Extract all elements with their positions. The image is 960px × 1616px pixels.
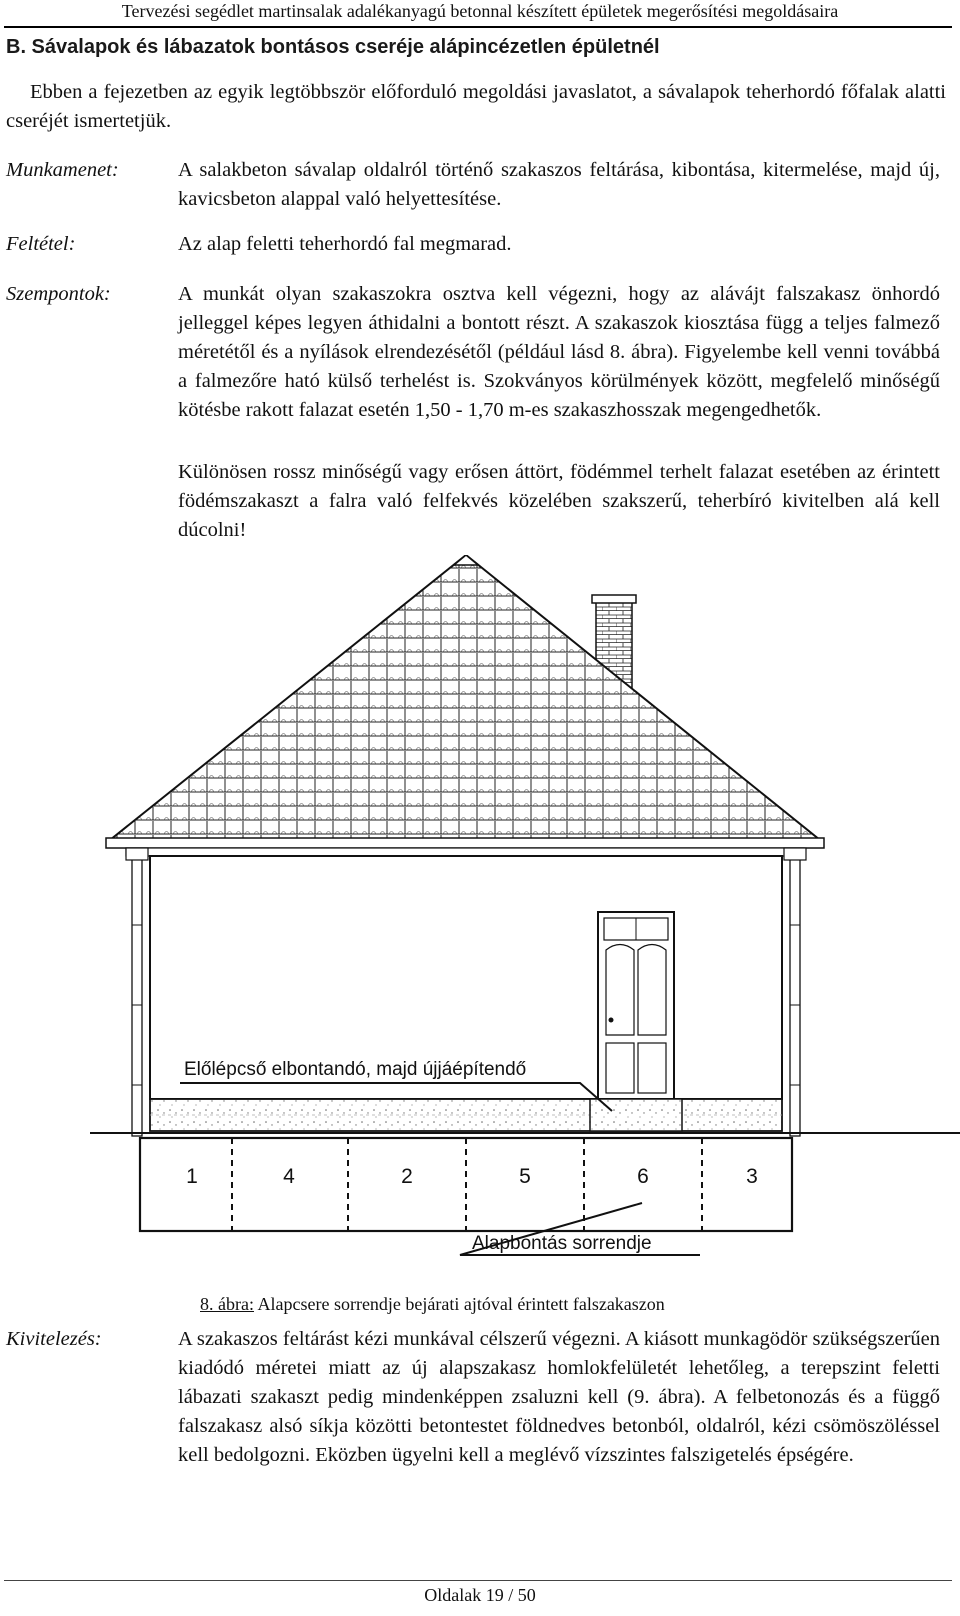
term-feltetel: Feltétel:	[6, 233, 76, 255]
section-title: B. Sávalapok és lábazatok bontásos cseréje alápincézetlen épületnél	[6, 36, 660, 58]
def-szempontok-2: Különösen rossz minőségű vagy erősen áttört, födémmel terhelt falazat esetében az érintett födémszakaszt a falra való felfekvés közelében szakszerű, teherbíró kivitelben alá kell dúcolni!	[178, 461, 940, 541]
header-rule	[4, 26, 952, 28]
def-kivitelezes: A szakaszos feltárást kézi munkával célszerű végezni. A kiásott munkagödör szükségszerűen kiadódó méretei miatt az új alapszakasz homlokfelületét lehetőleg, a terepszint feletti lábazati szakaszt pedig mindenképpen zsaluzni kell (9. ábra). A felbetonozás és a függő falszakasz alsó síkja közötti betontestet földnedves betonból, oldalról, kézi csömöszöléssel kell bedolgozni. Eközben ügyelni kell a meglévő vízszintes falszigetelés épségére.	[178, 1328, 940, 1466]
segment-number: 3	[746, 1165, 758, 1188]
segment-number: 1	[186, 1165, 198, 1188]
footer-rule	[4, 1580, 952, 1581]
term-szempontok: Szempontok:	[6, 283, 111, 305]
term-kivitelezes: Kivitelezés:	[6, 1328, 102, 1350]
segment-number: 4	[283, 1165, 295, 1188]
step-label: Előlépcső elbontandó, majd újjáépítendő	[184, 1059, 527, 1080]
segment-number: 2	[401, 1165, 413, 1188]
def-feltetel: Az alap feletti teherhordó fal megmarad.	[178, 233, 512, 255]
segment-number: 5	[519, 1165, 531, 1188]
term-munkamenet: Munkamenet:	[6, 159, 119, 181]
figure-caption	[200, 1293, 665, 1315]
running-header: Tervezési segédlet martinsalak adalékanyagú betonnal készített épületek megerősítési megoldásaira	[121, 1, 839, 21]
downpipe-right	[790, 856, 800, 1136]
segment-number: 6	[637, 1165, 649, 1188]
plinth	[150, 1099, 782, 1131]
page-number: Oldalak 19 / 50	[424, 1585, 536, 1605]
downpipe-left	[132, 856, 142, 1136]
figure-caption-text: Alapcsere sorrendje bejárati ajtóval érintett falszakaszon	[253, 1294, 665, 1314]
def-szempontok-1: A munkát olyan szakaszokra osztva kell végezni, hogy az alávájt falszakasz önhordó jelleggel képes legyen áthidalni a bontott részt. A szakaszok kiosztása függ a teljes falmező méretétől és a nyílások elrendezésétől (például lásd 8. ábra). Figyelembe kell venni továbbá a falmezőre ható külső terhelést is. Szokványos körülmények között, megfelelő minőségű kötésbe rakott falazat esetén 1,50 - 1,70 m-es szakaszhosszak megengedhetők.	[178, 283, 940, 421]
roof	[110, 555, 820, 840]
house-elevation-drawing	[0, 555, 960, 1275]
order-label: Alapbontás sorrendje	[472, 1233, 652, 1254]
def-munkamenet: A salakbeton sávalap oldalról történő szakaszos feltárása, kibontása, kitermelése, majd új, kavicsbeton alappal való helyettesítése.	[178, 159, 940, 210]
figure-caption-label: 8. ábra:	[200, 1294, 254, 1314]
intro-paragraph: Ebben a fejezetben az egyik legtöbbször előforduló megoldási javaslatot, a sávalapok teherhordó főfalak alatti cseréjét ismertetjük.	[6, 81, 946, 132]
